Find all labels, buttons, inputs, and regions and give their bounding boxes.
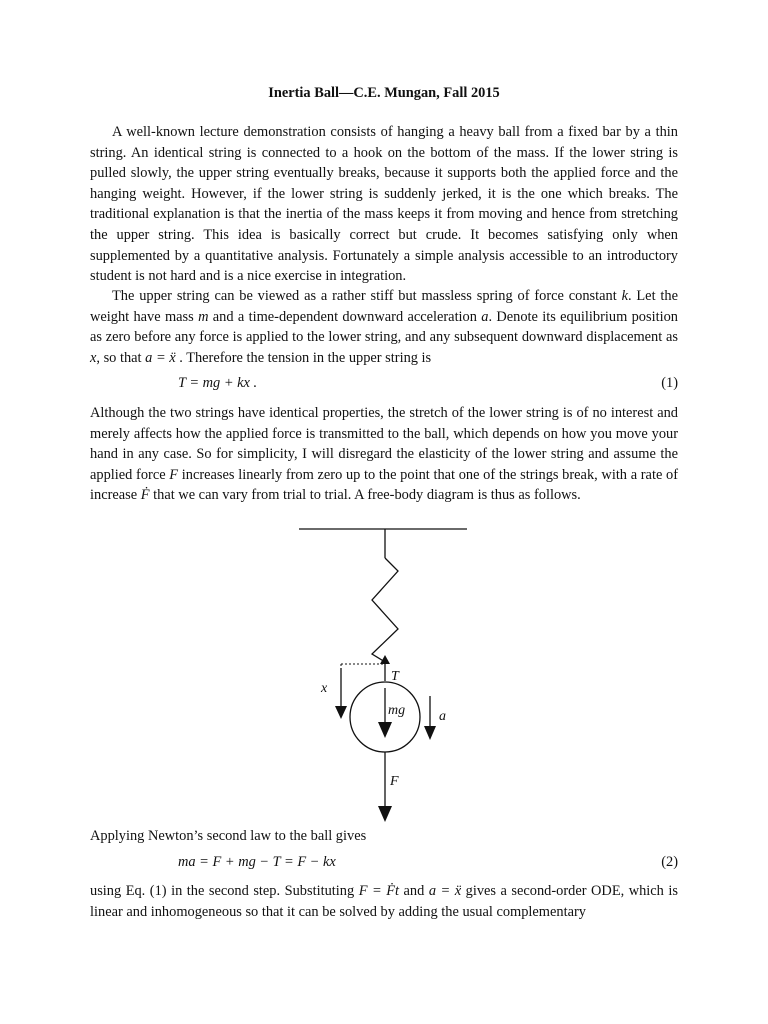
text-run: . Let the weight have mass: [90, 288, 678, 325]
label-a: a: [439, 709, 446, 724]
text-run: and a time-dependent downward acceleration: [208, 308, 482, 325]
paragraph-intro: A well-known lecture demonstration consists of hanging a heavy ball from a fixed bar by a thin string. An identical string is connected to a hook on the bottom of the mass. If the lower string is pulled slowly, the upper string eventually breaks, because it supports both the applied force and the hanging weight. However, if the lower string is suddenly jerked, it is the one which breaks. The traditional explanation is that the inertia of the mass keeps it from moving and hence from stretching the upper string. This idea is basically correct but crude. It becomes satisfying only when supplemented by a quantitative analysis. Fortunately a simple analysis accessible to an introductory student is not hard and is a nice exercise in integration.: [90, 124, 678, 285]
label-x: x: [321, 681, 328, 696]
text-run: , so that: [96, 349, 146, 366]
text-run: . Therefore the tension in the upper string is: [175, 349, 432, 366]
label-F: F: [390, 774, 399, 789]
symbol-m: m: [198, 308, 209, 325]
text-run: and: [399, 883, 429, 899]
equation-2-number: (2): [661, 854, 678, 870]
acceleration-arrowhead: [424, 726, 436, 740]
text-run: The upper string can be viewed as a rather stiff but massless spring of force constant: [112, 288, 622, 304]
text-run: . Denote its equilibrium position as zero before any force is applied to the lower string, and any subsequent downward displacement as: [90, 308, 678, 346]
symbol-x: x: [90, 349, 97, 366]
spring: [372, 558, 398, 662]
inline-substitution-1: F = Ḟt: [358, 883, 400, 899]
weight-arrowhead: [378, 722, 392, 738]
paragraph-newton: Applying Newton’s second law to the ball gives: [90, 828, 367, 844]
label-mg: mg: [388, 703, 406, 718]
inline-substitution-2: a = ẍ: [428, 883, 462, 899]
inline-relation: a = ẍ: [145, 349, 176, 366]
symbol-F-dot: Ḟ: [140, 487, 150, 504]
text-run: that we can vary from trial to trial. A free-body diagram is thus as follows.: [149, 487, 581, 504]
text-run: Although the two strings have identical properties, the stretch of the lower string is of no interest and merely affects how the applied force is transmitted to the ball, which depends on how you move your hand in any case. So for simplicity, I will disregard the elasticity of the lower string and assume the applied force: [90, 405, 678, 483]
symbol-k: k: [621, 288, 628, 304]
text-run: gives a second-order ODE, which is linear and inhomogeneous so that it can be solved by adding the usual complementary: [90, 883, 678, 920]
document-title: Inertia Ball—C.E. Mungan, Fall 2015: [268, 85, 500, 101]
equation-1-number: (1): [661, 375, 678, 391]
equation-1-expression: T = mg + kx .: [178, 375, 258, 391]
applied-force-arrowhead: [378, 806, 392, 822]
text-run: using Eq. (1) in the second step. Substituting: [90, 883, 359, 899]
label-T: T: [391, 669, 399, 684]
symbol-F: F: [169, 466, 179, 483]
symbol-a: a: [481, 308, 489, 325]
displacement-arrowhead: [335, 706, 347, 719]
text-run: increases linearly from zero up to the point that one of the strings break, with a rate of increase: [90, 466, 679, 504]
equation-2-expression: ma = F + mg − T = F − kx: [178, 854, 336, 870]
